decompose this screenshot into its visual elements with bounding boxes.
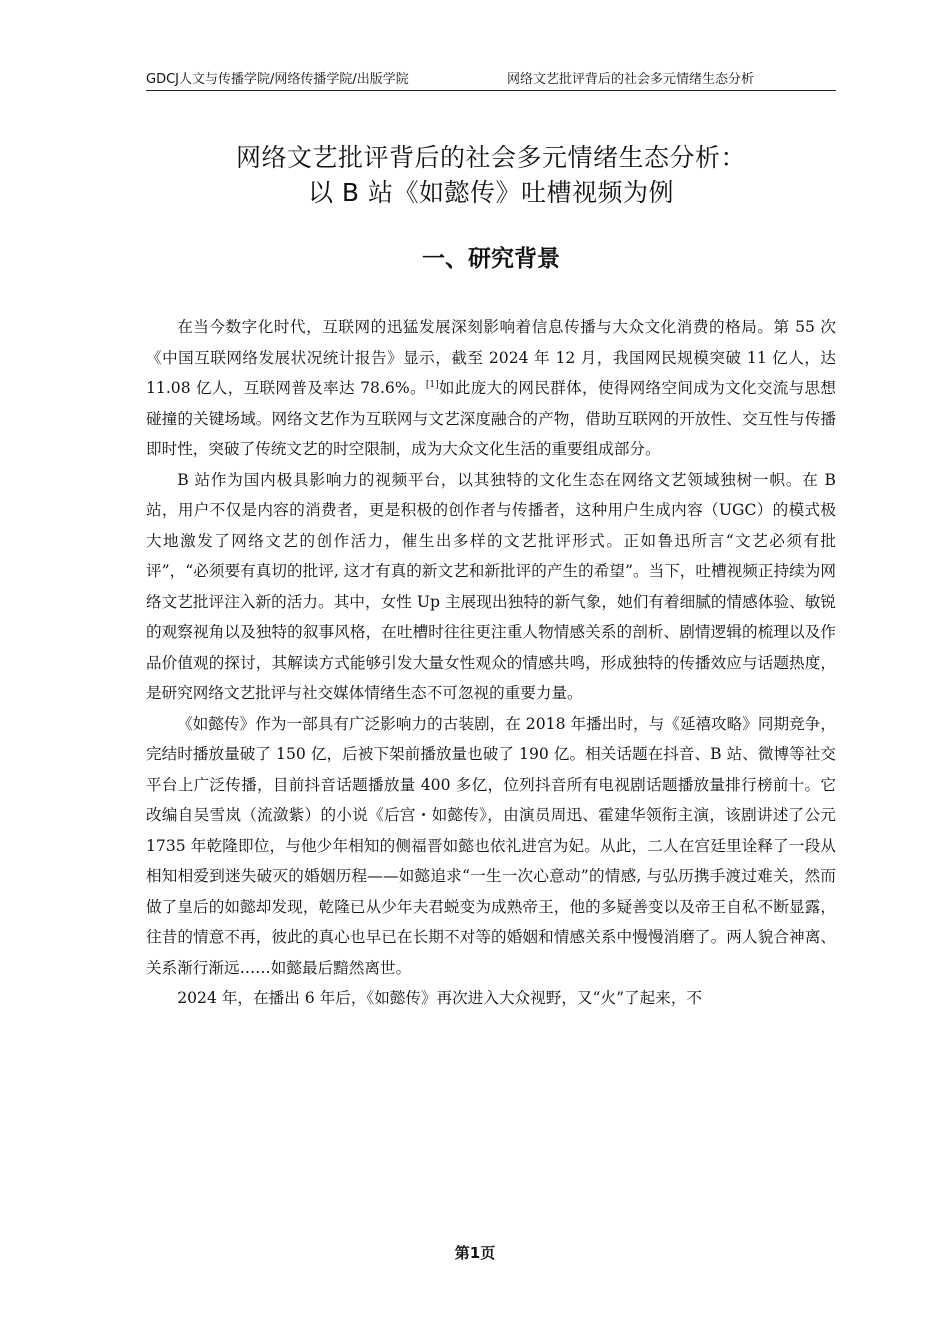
paragraph-1 (146, 312, 836, 465)
paper-title-line-2: 以 B 站《如懿传》吐槽视频为例 (307, 178, 675, 207)
body-text (146, 312, 836, 1014)
header-short-title: 网络文艺批评背后的社会多元情绪生态分析 (507, 72, 755, 87)
citation-ref: [1] (425, 379, 439, 390)
page-number: 第1页 (454, 1244, 496, 1262)
paper-title-line-1: 网络文艺批评背后的社会多元情绪生态分析： (235, 143, 746, 172)
paper-title (146, 140, 836, 210)
running-header (146, 64, 836, 91)
paragraph-1-part-b: 如此庞大的网民群体，使得网络空间成为文化交流与思想碰撞的关键场域。网络文艺作为互联网与文艺深度融合的产物，借助互联网的开放性、交互性与传播即时性，突破了传统文艺的时空限制，成为大众文化生活的重要组成部分。 (146, 379, 836, 458)
paragraph-4: 2024 年，在播出 6 年后，《如懿传》再次进入大众视野，又“火”了起来，不 (177, 989, 703, 1007)
paragraph-2: B 站作为国内极具影响力的视频平台，以其独特的文化生态在网络文艺领域独树一帜。在 B 站，用户不仅是内容的消费者，更是积极的创作者与传播者，这种用户生成内容（UGC）的模式极大地激发了网络文艺的创作活力，催生出多样的文艺批评形式。正如鲁迅所言“文艺必须有批评”，“必须要有真切的批评, 这才有真的新文艺和新批评的产生的希望”。当下，吐槽视频正持续为网络文艺批评注入新的活力。其中，女性 Up 主展现出独特的新气象，她们有着细腻的情感体验、敏锐的观察视角以及独特的叙事风格，在吐槽时往往更注重人物情感关系的剖析、剧情逻辑的梳理以及作品价值观的探讨，其解读方式能够引发大量女性观众的情感共鸣，形成独特的传播效应与话题热度，是研究网络文艺批评与社交媒体情绪生态不可忽视的重要力量。 (146, 470, 836, 702)
section-heading: 一、研究背景 (422, 246, 560, 272)
paragraph-1-part-a: 在当今数字化时代，互联网的迅猛发展深刻影响着信息传播与大众文化消费的格局。第 55 次《中国互联网络发展状况统计报告》显示，截至 2024 年 12 月，我国网民规模突破 11 亿人，达 11.08 亿人，互联网普及率达 78.6%。 (146, 318, 836, 397)
paragraph-3: 《如懿传》作为一部具有广泛影响力的古装剧，在 2018 年播出时，与《延禧攻略》同期竞争，完结时播放量破了 150 亿，后被下架前播放量也破了 190 亿。相关话题在抖音、B 站、微博等社交平台上广泛传播，目前抖音话题播放量 400 多亿，位列抖音所有电视剧话题播放量排行榜前十。它改编自吴雪岚（流潋紫）的小说《后宫・如懿传》，由演员周迅、霍建华领衔主演，该剧讲述了公元 1735 年乾隆即位，与他少年相知的侧福晋如懿也依礼进宫为妃。从此，二人在宫廷里诠释了一段从相知相爱到迷失破灭的婚姻历程——如懿追求“一生一次心意动”的情感, 与弘历携手渡过难关，然而做了皇后的如懿却发现，乾隆已从少年夫君蜕变为成熟帝王，他的多疑善变以及帝王自私不断显露，往昔的情意不再，彼此的真心也早已在长期不对等的婚姻和情感关系中慢慢消磨了。两人貌合神离、关系渐行渐远……如懿最后黯然离世。 (146, 714, 836, 977)
header-institution: GDCJ人文与传播学院/网络传播学院/出版学院 (146, 72, 409, 87)
